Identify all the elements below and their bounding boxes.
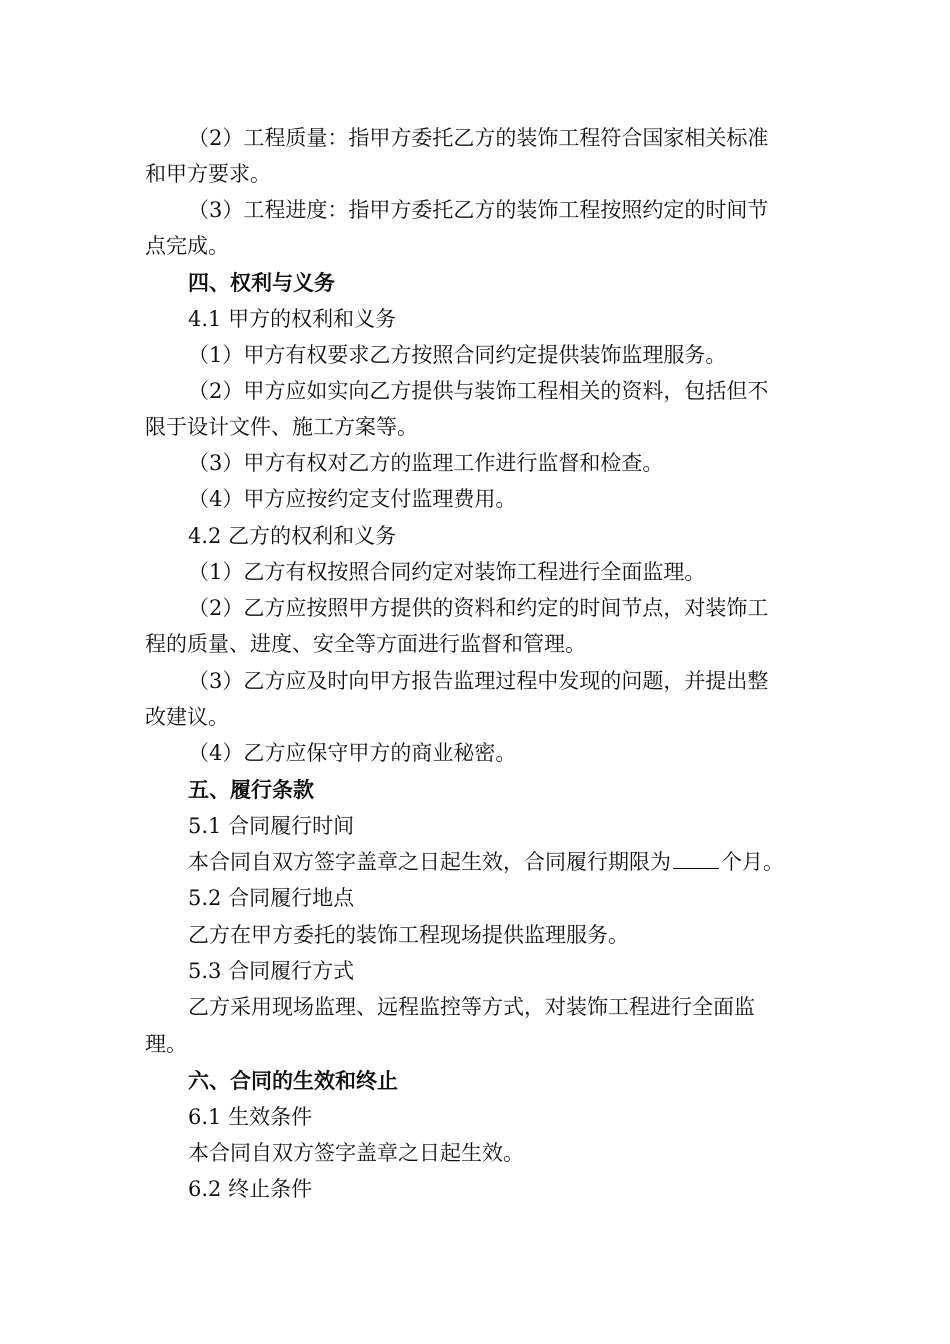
paragraph-line [0,626,950,662]
s3-item2-line1: （2）工程质量：指甲方委托乙方的装饰工程符合国家相关标准 [188,126,769,150]
paragraph-line [0,337,950,373]
s4-2-item3-line2: 改建议。 [145,705,229,729]
s5-1-title: 5.1 合同履行时间 [188,814,355,838]
subsection-title [0,301,950,337]
s3-item2-line2: 和甲方要求。 [145,162,271,186]
s5-2-title: 5.2 合同履行地点 [188,886,355,910]
s5-title: 五、履行条款 [188,778,314,802]
paragraph-line [0,989,950,1025]
s4-1-item2-line1: （2）甲方应如实向乙方提供与装饰工程相关的资料，包括但不 [188,379,769,403]
paragraph-line [0,917,950,953]
s5-3-text-line1: 乙方采用现场监理、远程监控等方式，对装饰工程进行全面监 [188,995,755,1019]
s5-1-text-pre: 本合同自双方签字盖章之日起生效，合同履行期限为 [188,850,671,874]
section-heading [0,772,950,808]
s4-1-title: 4.1 甲方的权利和义务 [188,307,397,331]
s4-2-item2-line2: 程的质量、进度、安全等方面进行监督和管理。 [145,632,586,656]
s3-item3-line1: （3）工程进度：指甲方委托乙方的装饰工程按照约定的时间节 [188,198,769,222]
fill-in-blank [673,844,719,869]
paragraph-line [0,663,950,699]
subsection-title [0,518,950,554]
s5-2-text: 乙方在甲方委托的装饰工程现场提供监理服务。 [188,923,629,947]
subsection-title [0,808,950,844]
paragraph-line [0,192,950,228]
s4-2-item3-line1: （3）乙方应及时向甲方报告监理过程中发现的问题，并提出整 [188,669,769,693]
s4-1-item1: （1）甲方有权要求乙方按照合同约定提供装饰监理服务。 [188,343,727,367]
paragraph-line [0,120,950,156]
s6-title: 六、合同的生效和终止 [188,1069,398,1093]
paragraph-line [0,1135,950,1171]
subsection-title [0,880,950,916]
s4-2-item4: （4）乙方应保守甲方的商业秘密。 [188,741,517,765]
s4-2-item2-line1: （2）乙方应按照甲方提供的资料和约定的时间节点，对装饰工 [188,596,769,620]
s5-3-text-line2: 理。 [145,1032,187,1056]
paragraph-line [0,844,950,880]
s3-item3-line2: 点完成。 [145,234,229,258]
s5-1-text [188,844,784,880]
s4-2-title: 4.2 乙方的权利和义务 [188,524,397,548]
paragraph-line [0,156,950,192]
paragraph-line [0,699,950,735]
subsection-title [0,953,950,989]
s6-2-title: 6.2 终止条件 [188,1177,313,1201]
subsection-title [0,1099,950,1135]
s6-1-title: 6.1 生效条件 [188,1105,313,1129]
section-heading [0,1063,950,1099]
paragraph-line [0,373,950,409]
subsection-title [0,1171,950,1207]
s5-1-text-post: 个月。 [721,850,784,874]
paragraph-line [0,228,950,264]
paragraph-line [0,1026,950,1062]
paragraph-line [0,554,950,590]
s4-title: 四、权利与义务 [188,271,335,295]
paragraph-line [0,735,950,771]
s6-1-text: 本合同自双方签字盖章之日起生效。 [188,1141,524,1165]
paragraph-line [0,590,950,626]
section-heading [0,265,950,301]
paragraph-line [0,481,950,517]
s4-1-item4: （4）甲方应按约定支付监理费用。 [188,487,517,511]
s4-2-item1: （1）乙方有权按照合同约定对装饰工程进行全面监理。 [188,560,706,584]
s4-1-item2-line2: 限于设计文件、施工方案等。 [145,415,418,439]
s4-1-item3: （3）甲方有权对乙方的监理工作进行监督和检查。 [188,451,664,475]
paragraph-line [0,445,950,481]
s5-3-title: 5.3 合同履行方式 [188,959,355,983]
paragraph-line [0,409,950,445]
